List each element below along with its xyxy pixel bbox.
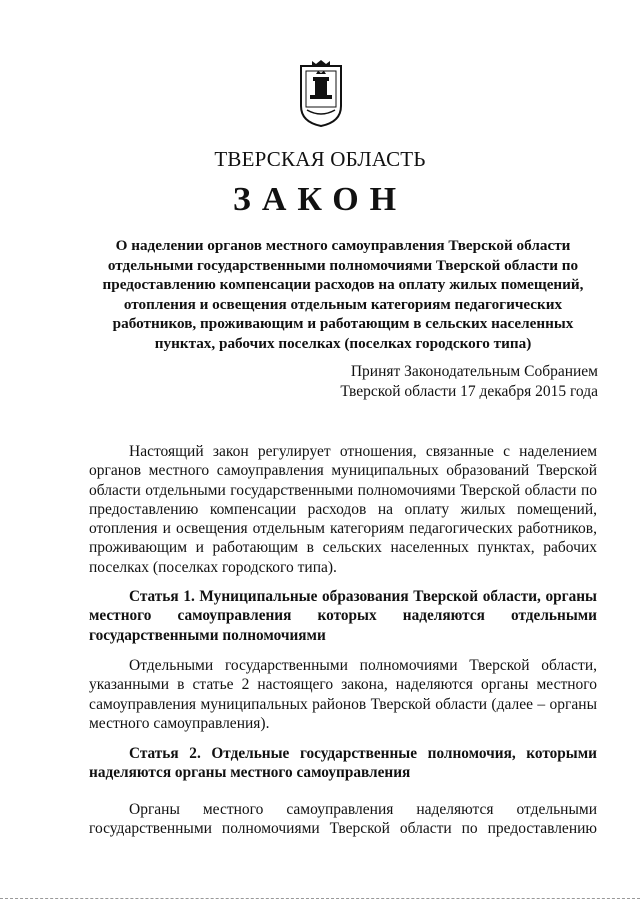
- article-1-heading: Статья 1. Муниципальные образования Тверской области, органы местного самоуправления которых наделяются отдельными государственными полномочиями: [89, 588, 597, 644]
- article-2-text: Органы местного самоуправления наделяются отдельными государственными полномочиями Тверской области по предоставлению: [89, 801, 597, 838]
- tver-coat-of-arms-icon: [299, 60, 343, 128]
- article-1-text: Отдельными государственными полномочиями Тверской области, указанными в статье 2 настоящего закона, наделяются органы местного самоуправления муниципальных районов Тверской области (далее – органы местного самоуправления).: [89, 657, 597, 732]
- adoption-info: [340, 362, 598, 402]
- page-bottom-divider: [0, 898, 640, 900]
- adoption-line-1: Принят Законодательным Собранием: [350, 363, 598, 380]
- region-name: ТВЕРСКАЯ ОБЛАСТЬ: [214, 147, 426, 171]
- document-type: ЗАКОН: [232, 181, 408, 218]
- preamble-paragraph: Настоящий закон регулирует отношения, связанные с наделением органов местного самоуправления муниципальных образований Тверской области отдельными государственными полномочиями Тверской области по предоставлению компенсации расходов на оплату жилых помещений, отопления и освещения отдельным категориям педагогических работников, проживающим и работающим в сельских населенных пунктах, рабочих поселках (поселках городского типа).: [89, 443, 597, 576]
- article-2-heading: Статья 2. Отдельные государственные полномочия, которыми наделяются органы местного самоуправления: [89, 745, 597, 782]
- law-title: О наделении органов местного самоуправления Тверской области отдельными государственными полномочиями Тверской области по предоставлению компенсации расходов на оплату жилых помещений, отопления и освещения отдельным категориям педагогических работников, проживающим и работающим в сельских населенных пунктах, рабочих поселках (поселках городского типа): [102, 237, 584, 352]
- adoption-line-2: Тверской области 17 декабря 2015 года: [340, 383, 598, 400]
